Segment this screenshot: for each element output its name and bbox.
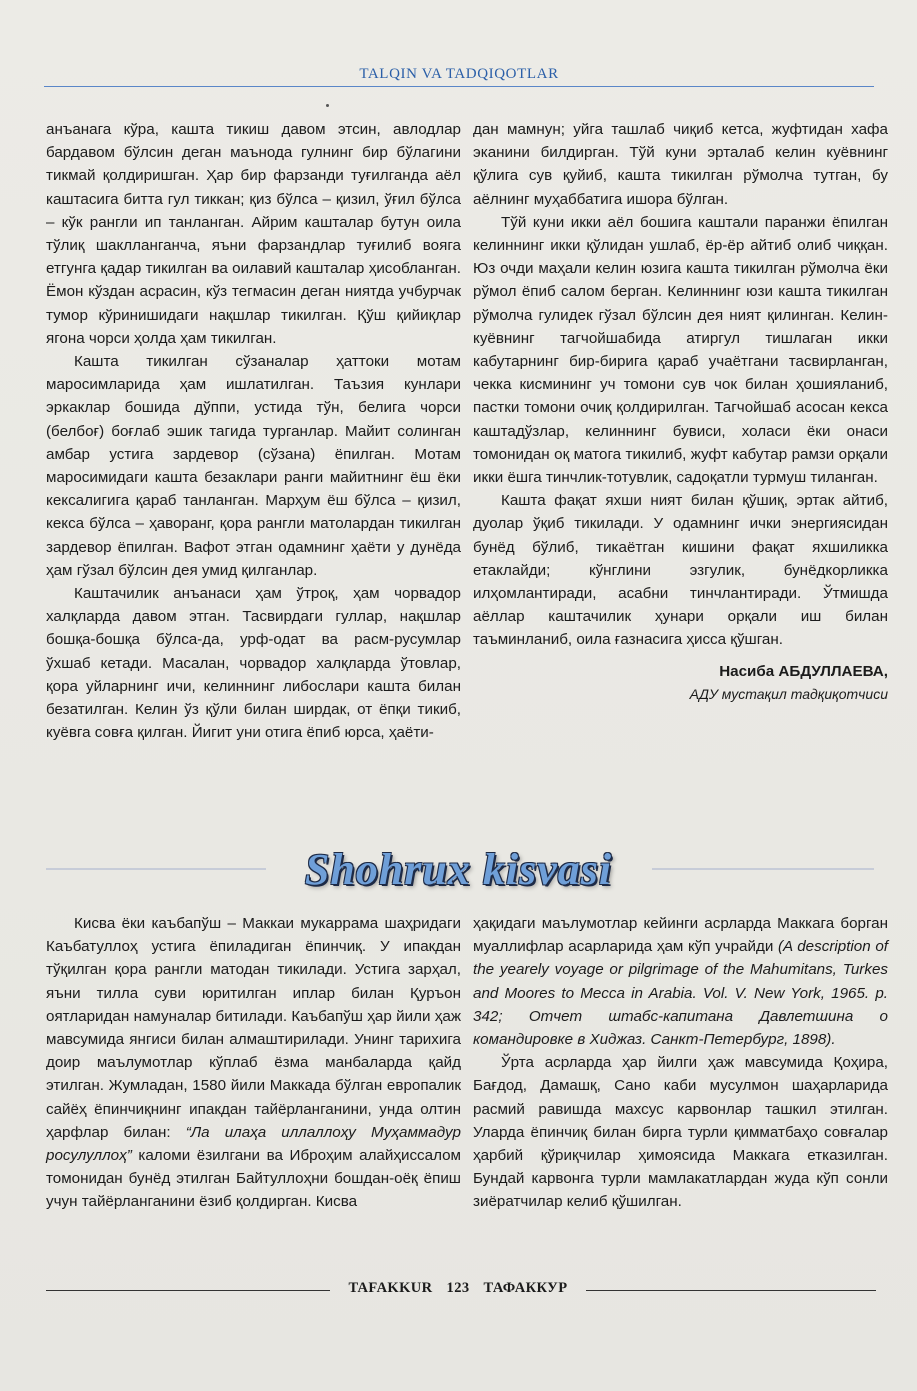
footer-rule-right <box>586 1290 876 1291</box>
article2-title: Shohrux kisvasi <box>304 845 613 894</box>
header-rule <box>44 86 874 87</box>
running-header <box>44 62 874 88</box>
footer-journal-cyrillic: ТАФАККУР <box>483 1280 568 1296</box>
footer-journal-latin: TAFAKKUR <box>348 1280 433 1296</box>
author-name: Насиба АБДУЛЛАЕВА, <box>719 662 888 680</box>
article2-title-banner <box>0 840 917 900</box>
paragraph <box>46 912 461 1214</box>
article2-column-1 <box>46 912 461 1214</box>
text-run: каломи ёзилгани ва Иброҳим алайҳиссалом томонидан бунёд этилган Байтуллоҳни бошдан-оёқ ёпиш учун тайёрланганини ёзиб қолдирган. Кисва <box>46 1147 461 1211</box>
quote: “Ла илаҳа иллаллоҳу Муҳаммадур росулуллоҳ” <box>46 1123 461 1165</box>
article1-column-2 <box>473 118 888 706</box>
paragraph: Кашта фақат яхши ният билан қўшиқ, эртак айтиб, дуолар ўқиб тикилади. У одамнинг ички энергиясидан бунёд бўлиб, тикаётган кишини фақат яхшиликка етаклайди; кўнглини эзгулик, бунёдкорликка илҳомлантиради, асабни тинчлантиради. Ўтмишда аёллар каштачилик ҳунари орқали иш билан таъминланиб, оила ғазнасига ҳисса қўшган. <box>473 492 888 649</box>
speck <box>326 104 329 107</box>
author-role: АДУ мустақил тадқиқотчиси <box>689 685 888 702</box>
page-footer <box>46 1280 876 1300</box>
text-run: ҳақидаги маълумотлар кейинги асрларда Маккага борган муаллифлар асарларида ҳам кўп учрайди <box>473 915 888 956</box>
paragraph: Кашта тикилган сўзаналар ҳаттоки мотам маросимларида ҳам ишлатилган. Таъзия кунлари эркаклар бошида дўппи, устида тўн, белига чорси (белбоғ) боғлаб эшик тагида турганлар. Майит солинган амбар устига зардевор (сўзана) ёпилган. Мотам маросимидаги кашта безаклари ранги майитнинг ёш ёки кексалигига қараб танланган. Марҳум ёш бўлса – қизил, кекса бўлса – ҳаворанг, қора рангли матолардан тикилган зардевор ёпилган. Вафот этган одамнинг ҳаёти у дунёда ҳам гўзал бўлсин дея умид қилганлар. <box>46 353 461 579</box>
paragraph: Каштачилик анъанаси ҳам ўтроқ, ҳам чорвадор халқларда давом этган. Тасвирдаги гуллар, нақшлар бошқа-бошқа бўлса-да, урф-одат ва расм-русумлар ўхшаб кетади. Масалан, чорвадор халқларда ўтовлар, қора уйларнинг ичи, келиннинг либослари кашта билан безатилган. Келин ўз қўли билан ширдак, от ёпқи тикиб, куёвга совға қилган. Йигит уни отига ёпиб юрса, ҳаёти- <box>46 585 461 742</box>
footer-text <box>330 1280 586 1297</box>
paragraph: анъанага кўра, кашта тикиш давом этсин, авлодлар бардавом бўлсин деган маънода гулнинг бир бўлагини тикмай қолдиришган. Ҳар бир фарзанди туғилганда аёл каштасига битта гул тиккан; қиз бўлса – қизил, ўғил бўлса – кўк рангли ип танланган. Айрим кашталар бутун оила тўлиқ шаклланганча, яъни фарзандлар туғилиб вояга етгунга қадар тикилган ва оилавий кашталар ҳисобланган. Ёмон кўздан асрасин, кўз тегмасин деган ниятда учбурчак тумор кўринишидаги нақшлар тикилган. Қўш қийиқлар ягона чорси ҳолда ҳам тикилган. <box>46 121 461 347</box>
article1-column-1 <box>46 118 461 744</box>
paragraph: Тўй куни икки аёл бошига каштали паранжи ёпилган келиннинг икки қўлидан ушлаб, ёр-ёр айтиб олиб чиққан. Юз очди маҳали келин юзига кашта тикилган рўмолча ёки рўмол ёпиб салом берган. Келиннинг юзи кашта тикилган рўмолча гулидек гўзал бўлсин дея ният қилинган. Келин-куёвнинг тагчойшабида атиргул тишлаган икки кабутарнинг бир-бирига қараб учаётгани тасвирланган, чекка кисмининг уч томони сув чок билан ҳошияланиб, пастки томони очиқ қолдирилган. Тагчойшаб асосан кекса каштадўзлар, келиннинг бувиси, холаси ёки онаси томонидан оқ матога тикилиб, жуфт кабутар рамзи орқали икки ёшга тинчлик-тотувлик, садоқатли турмуш тиланган. <box>473 213 888 487</box>
text-run: Кисва ёки каъбапўш – Маккаи мукаррама шаҳридаги Каъбатуллоҳ устига ёпиладиган ёпинчиқ. У ипакдан тўқилган қора рангли матодан тикилади. Устига зарҳал, яъни тилла суви юритилган иплар билан Қуръон оятларидан намуналар битилади. Каъбапўш ҳар йили ҳаж мавсумида янгиси билан алмаштирилади. Унинг тарихига доир маълумотлар кўплаб ёзма манбаларда қайд этилган. Жумладан, 1580 йили Маккада бўлган европалик сайёҳ ёпинчиқнинг ипакдан тайёрланганини, унда олтин ҳарфлар билан: <box>46 915 461 1141</box>
article2-column-2 <box>473 912 888 1214</box>
paragraph: Ўрта асрларда ҳар йилги ҳаж мавсумида Қоҳира, Бағдод, Дамашқ, Сано каби мусулмон шаҳарларида расмий равишда махсус карвонлар ташкил этилган. Уларда ёпинчиқ билан бирга турли қимматбаҳо совғалар ҳарбий қўриқчилар ҳимоясида Маккага етказилган. Бундай карвонга турли мамлакатлардан жуда кўп сонли зиёратчилар келиб қўшилган. <box>473 1054 888 1211</box>
paragraph: дан мамнун; уйга ташлаб чиқиб кетса, жуфтидан хафа эканини билдирган. Тўй куни эрталаб келин куёвнинг қўлига сув қуйиб, кашта тикилган рўмолча тутган, бу аёлнинг муҳаббатига ишора бўлган. <box>473 121 888 208</box>
reference: (A description of the yearely voyage or pilgrimage of the Mahumitans, Turkes and Moores to Mecca in Arabia. Vol. V. New York, 1965. p. 342; Отчет штабс-капитана Давлетшина о командировке в Хиджаз. Санкт-Петербург, 1898). <box>473 938 888 1049</box>
paragraph <box>473 912 888 1051</box>
footer-rule-left <box>46 1290 330 1291</box>
page-number: 123 <box>446 1280 470 1296</box>
section-title: TALQIN VA TADQIQOTLAR <box>359 66 559 82</box>
